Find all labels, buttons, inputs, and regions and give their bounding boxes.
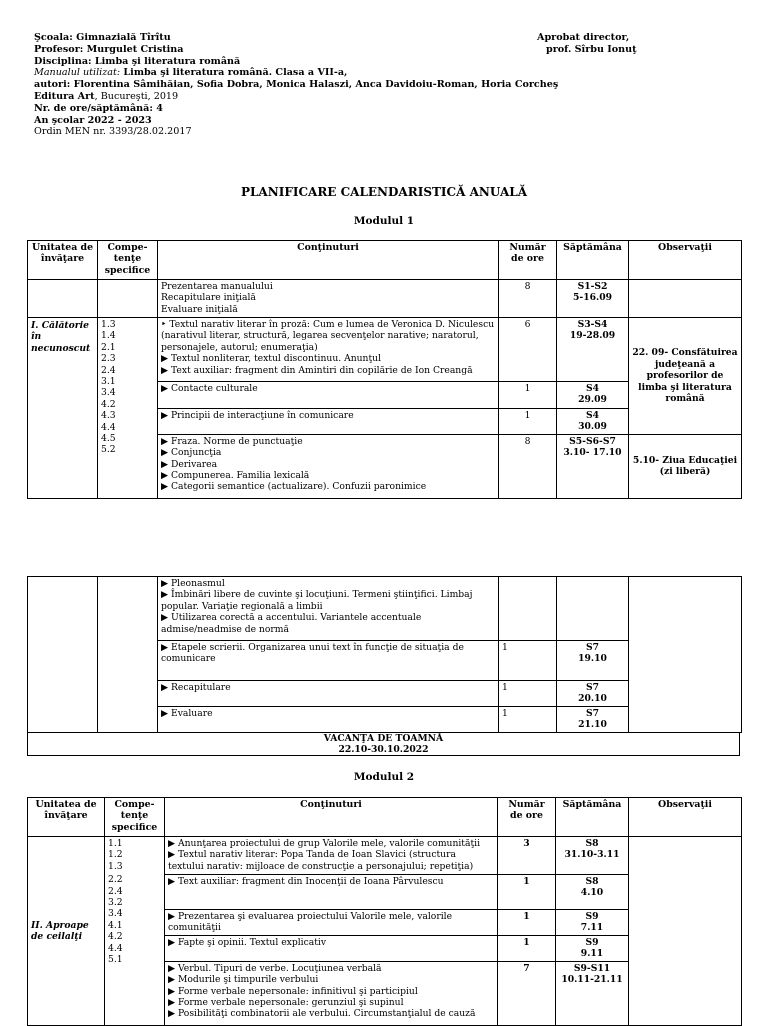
col-content-header: Conţinuturi (158, 241, 499, 280)
competence-code: 5.1 (108, 954, 123, 966)
competence-code: 1.2 (108, 849, 123, 861)
col-observations-header: Observaţii (629, 798, 742, 837)
content-cell (158, 318, 499, 382)
table-row (28, 837, 742, 875)
observations-cell: 22. 09- Consfătuirea judeţeană a profesorilor de limba şi literatura română (629, 318, 742, 435)
week-dates: 30.09 (578, 421, 607, 433)
content-line: ▶ Compunerea. Familia lexicală (161, 470, 310, 482)
observations-cell (629, 577, 742, 733)
unit-cell (28, 577, 98, 733)
hours-cell: 1 (498, 910, 556, 936)
content-line: Prezentarea manualului (161, 281, 273, 292)
approval-block (537, 32, 637, 56)
content-line: personajele, autorul; enumeraţia) (161, 341, 318, 353)
week-dates: 3.10- 17.10 (563, 447, 622, 459)
hours-cell: 7 (498, 961, 556, 1025)
content-line: ▶ Prezentarea şi evaluarea proiectului Valorile mele, valorile (168, 911, 453, 922)
content-line: comunităţii (168, 922, 221, 934)
week-range: S7 (585, 708, 600, 719)
competence-code: 3.2 (108, 897, 123, 909)
hours-cell: 1 (499, 707, 557, 733)
competence-code: 1.4 (101, 330, 116, 342)
document-header (34, 32, 558, 138)
content-line: Recapitulare iniţială (161, 292, 256, 304)
col-competences-header: Compe-tenţe specifice (105, 798, 165, 837)
week-cell (557, 707, 629, 733)
year-line: An şcolar 2022 - 2023 (34, 114, 152, 126)
hours-cell: 8 (499, 434, 557, 498)
week-dates: 10.11-21.11 (561, 974, 623, 986)
competence-code: 4.2 (108, 931, 123, 943)
content-cell (165, 961, 498, 1025)
week-cell (557, 681, 629, 707)
module-2-table (27, 797, 742, 1026)
publisher-name: Editura Art (34, 90, 95, 102)
content-line: ▶ Utilizarea corectă a accentului. Variantele accentuale (161, 612, 422, 624)
week-range: S9-S11 (573, 962, 611, 974)
unit-title-cell: II. Aproape de ceilalţi (28, 837, 105, 1026)
unit-title-cell: I. Călătorie în necunoscut (28, 318, 98, 499)
week-dates: 29.09 (578, 394, 607, 406)
content-line: ▶ Principii de interacţiune în comunicare (161, 410, 354, 421)
competence-code: 4.2 (101, 398, 116, 410)
table-row (28, 318, 742, 382)
hours-cell: 1 (499, 681, 557, 707)
week-cell (557, 577, 629, 641)
week-cell (557, 434, 629, 498)
observations-cell (629, 280, 742, 318)
unit-cell (28, 280, 98, 318)
content-cell (158, 681, 499, 707)
week-range: S7 (585, 682, 600, 693)
week-range: S5-S6-S7 (569, 435, 616, 447)
teacher-line: Profesor: Murgulet Cristina (34, 43, 184, 55)
content-line: ‣ Textul narativ literar în proză: Cum e lumea de Veronica D. Niculescu (161, 319, 495, 330)
competence-code: 1.3 (108, 860, 123, 872)
week-range: S9 (585, 911, 599, 922)
competence-code: 2.4 (108, 885, 123, 897)
content-line: comunicare (161, 653, 216, 665)
competence-code: 4.4 (101, 421, 116, 433)
week-dates: 9.11 (580, 948, 604, 960)
content-cell (165, 837, 498, 875)
content-line: ▶ Forme verbale nepersonale: gerunziul şi supinul (168, 997, 404, 1009)
table-header-row (28, 798, 742, 837)
col-competences-header: Compe-tenţe specifice (98, 241, 158, 280)
content-cell (158, 707, 499, 733)
competence-code: 2.3 (101, 353, 116, 365)
competence-code: 4.1 (108, 919, 123, 931)
week-cell (556, 837, 629, 875)
competence-code: 1.1 (108, 838, 123, 849)
content-line: ▶ Conjuncţia (161, 447, 222, 459)
approval-line-2: prof. Sîrbu Ionuţ (546, 43, 637, 55)
module-1-title: Modulul 1 (353, 215, 415, 227)
content-line: ▶ Text auxiliar: fragment din Inocenţii de Ioana Pârvulescu (168, 876, 444, 887)
manual-label: Manualul utilizat: (34, 67, 121, 79)
competence-code: 2.2 (108, 874, 123, 886)
col-hours-header: Număr de ore (498, 798, 556, 837)
observations-cell (629, 837, 742, 1026)
manual-line (34, 67, 558, 79)
col-week-header: Săptămâna (556, 798, 629, 837)
hours-cell: 3 (498, 837, 556, 875)
week-cell (556, 961, 629, 1025)
week-cell (556, 936, 629, 962)
content-cell (158, 280, 499, 318)
week-dates: 5-16.09 (573, 292, 612, 304)
content-line: ▶ Pleonasmul (161, 578, 225, 589)
week-dates: 21.10 (578, 719, 607, 731)
content-line: ▶ Etapele scrierii. Organizarea unui text în funcţie de situaţia de (161, 642, 464, 653)
competence-code: 4.4 (108, 942, 123, 954)
content-line: admise/neadmise de normă (161, 623, 289, 635)
content-line: ▶ Contacte culturale (161, 383, 258, 394)
week-range: S9 (585, 937, 599, 948)
content-line: ▶ Modurile şi timpurile verbului (168, 974, 319, 986)
week-cell (556, 875, 629, 910)
hours-cell (499, 577, 557, 641)
content-line: ▶ Anunţarea proiectului de grup Valorile mele, valorile comunităţii (168, 838, 481, 849)
table-row (28, 280, 742, 318)
content-line: ▶ Forme verbale nepersonale: infinitivul şi participiul (168, 985, 418, 997)
content-line: ▶ Fapte şi opinii. Textul explicativ (168, 937, 327, 948)
content-line: ▶ Textul nonliterar, textul discontinuu. Anunţul (161, 353, 382, 365)
competences-cell (98, 318, 158, 499)
content-line: ▶ Textul narativ literar: Popa Tanda de Ioan Slavici (structura (168, 849, 456, 861)
content-cell (158, 409, 499, 435)
competence-code: 4.3 (101, 410, 116, 422)
week-dates: 31.10-3.11 (564, 849, 620, 861)
col-observations-header: Observaţii (629, 241, 742, 280)
competences-cell (105, 837, 165, 1026)
discipline-line: Disciplina: Limba şi literatura română (34, 55, 241, 67)
competence-code: 2.1 (101, 341, 116, 353)
week-dates: 7.11 (580, 922, 604, 934)
content-line: ▶ Îmbinări libere de cuvinte şi locuţiuni. Termeni ştiinţifici. Limbaj (161, 589, 473, 601)
week-cell (557, 382, 629, 409)
content-line: textului narativ: mijloace de construcţie a personajului; repetiţia) (168, 860, 474, 872)
week-range: S4 (585, 383, 600, 394)
content-line: ▶ Derivarea (161, 458, 218, 470)
competence-code: 4.5 (101, 433, 116, 445)
hours-cell: 8 (499, 280, 557, 318)
competences-cell (98, 280, 158, 318)
content-cell (158, 577, 499, 641)
vacation-title: VACANŢA DE TOAMNĂ (323, 733, 444, 744)
manual-value: Limba şi literatura română. Clasa a VII-a, (120, 67, 348, 79)
module-1-continued-table (27, 576, 742, 733)
week-cell (556, 910, 629, 936)
hours-cell: 1 (499, 409, 557, 435)
vacation-dates: 22.10-30.10.2022 (338, 744, 429, 755)
content-line: ▶ Evaluare (161, 708, 213, 719)
week-dates: 20.10 (578, 693, 607, 705)
content-line: ▶ Categorii semantice (actualizare). Confuzii paronimice (161, 481, 427, 493)
module-1-table (27, 240, 742, 499)
week-dates: 4.10 (580, 887, 604, 899)
competence-code: 2.4 (101, 364, 116, 376)
content-line: (narativul literar, structură, legarea secvenţelor narative; naratorul, (161, 330, 479, 342)
content-line: ▶ Text auxiliar: fragment din Amintiri din copilărie de Ion Creangă (161, 364, 473, 376)
hours-line: Nr. de ore/săptămână: 4 (34, 102, 163, 114)
module-2-title: Modulul 2 (353, 771, 415, 783)
week-range: S8 (585, 876, 599, 887)
school-line: Şcoala: Gimnazială Tîrîtu (34, 32, 171, 43)
week-range: S7 (585, 642, 600, 653)
hours-cell: 1 (499, 641, 557, 681)
content-cell (165, 875, 498, 910)
hours-cell: 6 (499, 318, 557, 382)
content-cell (158, 382, 499, 409)
competence-code: 3.4 (101, 387, 116, 399)
week-cell (557, 318, 629, 382)
authors-line: autori: Florentina Sâmihăian, Sofia Dobra, Monica Halaszi, Anca Davidoiu-Roman, Horia Corcheş (34, 79, 559, 91)
competences-cell (98, 577, 158, 733)
publisher-city: , Bucureşti, 2019 (94, 90, 179, 102)
week-cell (557, 409, 629, 435)
competence-code: 3.4 (108, 908, 123, 920)
competence-code: 1.3 (101, 319, 116, 330)
content-line: popular. Variaţie regională a limbii (161, 600, 323, 612)
week-range: S1-S2 (577, 281, 608, 292)
hours-cell: 1 (498, 875, 556, 910)
hours-cell: 1 (498, 936, 556, 962)
content-line: Evaluare iniţială (161, 303, 238, 315)
competence-code: 3.1 (101, 376, 116, 388)
content-line: ▶ Verbul. Tipuri de verbe. Locuţiunea verbală (168, 962, 382, 974)
observations-cell: 5.10- Ziua Educaţiei (zi liberă) (629, 434, 742, 498)
week-range: S4 (585, 410, 600, 421)
autumn-vacation-banner (27, 732, 740, 756)
week-cell (557, 280, 629, 318)
publisher-line (34, 91, 558, 103)
competence-code: 5.2 (101, 444, 116, 456)
content-line: ▶ Recapitulare (161, 682, 231, 693)
hours-cell: 1 (499, 382, 557, 409)
col-content-header: Conţinuturi (165, 798, 498, 837)
content-line: ▶ Posibilităţi combinatorii ale verbului. Circumstanţialul de cauză (168, 1008, 476, 1020)
content-line: ▶ Fraza. Norme de punctuaţie (161, 435, 303, 447)
content-cell (158, 641, 499, 681)
order-line: Ordin MEN nr. 3393/28.02.2017 (34, 126, 192, 138)
week-cell (557, 641, 629, 681)
table-row (28, 577, 742, 641)
table-header-row (28, 241, 742, 280)
week-dates: 19-28.09 (569, 330, 616, 342)
approval-line-1: Aprobat director, (537, 32, 630, 43)
content-cell (165, 910, 498, 936)
content-cell (165, 936, 498, 962)
week-dates: 19.10 (578, 653, 607, 665)
week-range: S8 (585, 838, 599, 849)
week-range: S3-S4 (577, 319, 608, 330)
content-cell (158, 434, 499, 498)
page-title: PLANIFICARE CALENDARISTICĂ ANUALĂ (240, 185, 528, 199)
col-week-header: Săptămâna (557, 241, 629, 280)
col-hours-header: Număr de ore (499, 241, 557, 280)
col-unit-header: Unitatea de învăţare (28, 798, 105, 837)
col-unit-header: Unitatea de învăţare (28, 241, 98, 280)
